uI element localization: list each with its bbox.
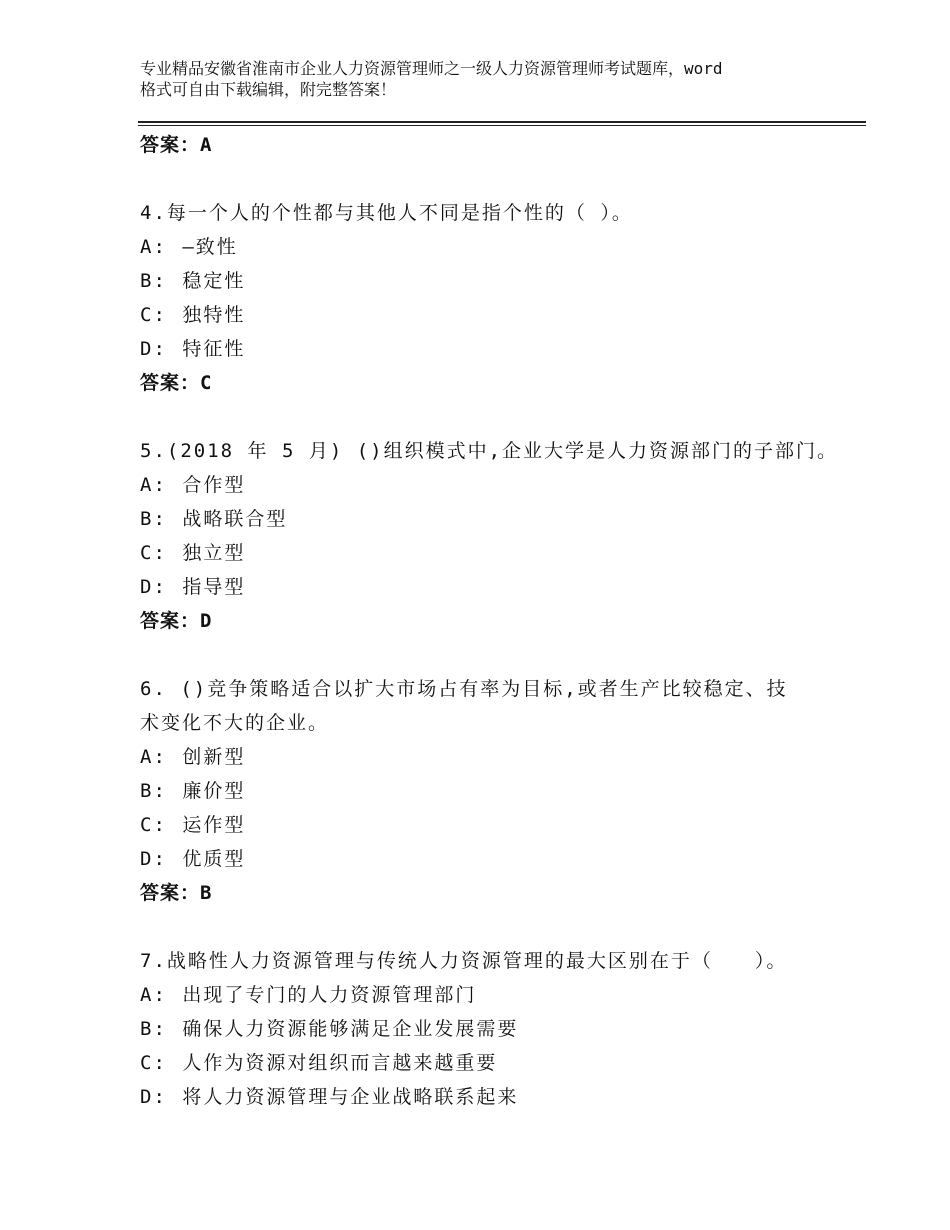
option-b [140, 502, 860, 536]
option-letter: B: [140, 508, 167, 530]
question-number: 4. [140, 202, 167, 224]
question-item [140, 196, 860, 400]
header-line-1: 专业精品安徽省淮南市企业人力资源管理师之一级人力资源管理师考试题库，word [140, 59, 723, 78]
question-number: 5. [140, 440, 167, 462]
option-letter: D: [140, 576, 167, 598]
option-d [140, 1080, 860, 1114]
option-b [140, 1012, 860, 1046]
question-text [140, 944, 860, 978]
option-text: 特征性 [182, 338, 246, 360]
header-rule-thin [138, 125, 866, 126]
option-text: 优质型 [182, 848, 246, 870]
question-text [140, 672, 860, 706]
option-text: 独立型 [182, 542, 246, 564]
option-letter: C: [140, 814, 167, 836]
option-letter: B: [140, 780, 167, 802]
option-text: 指导型 [182, 576, 246, 598]
option-d [140, 332, 860, 366]
question-list [140, 128, 860, 1114]
option-text: 稳定性 [182, 270, 246, 292]
option-letter: A: [140, 236, 167, 258]
header-rule-thick [138, 121, 866, 123]
answer-line: 答案：B [140, 882, 213, 904]
option-a [140, 740, 860, 774]
option-letter: B: [140, 270, 167, 292]
question-text [140, 434, 860, 468]
option-letter: A: [140, 984, 167, 1006]
question-item [140, 434, 860, 638]
question-stem: (2018 年 5 月) ()组织模式中,企业大学是人力资源部门的子部门。 [166, 440, 839, 462]
question-stem: 每一个人的个性都与其他人不同是指个性的（ ）。 [166, 202, 633, 224]
option-text: 运作型 [182, 814, 246, 836]
document-header [140, 58, 840, 100]
answer-line: 答案：C [140, 372, 213, 394]
header-line-2: 格式可自由下载编辑，附完整答案！ [140, 80, 397, 99]
option-text: 合作型 [182, 474, 246, 496]
option-letter: D: [140, 338, 167, 360]
option-text: 创新型 [182, 746, 246, 768]
option-a [140, 978, 860, 1012]
option-letter: D: [140, 848, 167, 870]
option-text: 出现了专门的人力资源管理部门 [182, 984, 477, 1006]
option-text: 独特性 [182, 304, 246, 326]
option-text: —致性 [182, 236, 238, 258]
option-a [140, 230, 860, 264]
option-c [140, 536, 860, 570]
option-d [140, 570, 860, 604]
question-item [140, 672, 860, 910]
option-text: 廉价型 [182, 780, 246, 802]
question-number: 7. [140, 950, 167, 972]
option-text: 战略联合型 [182, 508, 288, 530]
option-letter: B: [140, 1018, 167, 1040]
option-letter: A: [140, 474, 167, 496]
option-d [140, 842, 860, 876]
option-letter: C: [140, 1052, 167, 1074]
option-letter: C: [140, 304, 167, 326]
option-c [140, 298, 860, 332]
question-text-continued: 术变化不大的企业。 [140, 712, 330, 734]
question-stem: ()竞争策略适合以扩大市场占有率为目标,或者生产比较稳定、技 [166, 678, 788, 700]
option-a [140, 468, 860, 502]
option-letter: C: [140, 542, 167, 564]
answer-line: 答案：A [140, 134, 213, 156]
answer-line: 答案：D [140, 610, 213, 632]
option-letter: A: [140, 746, 167, 768]
option-text: 确保人力资源能够满足企业发展需要 [182, 1018, 519, 1040]
option-b [140, 264, 860, 298]
option-b [140, 774, 860, 808]
question-stem: 战略性人力资源管理与传统人力资源管理的最大区别在于（ ）。 [166, 950, 788, 972]
option-c [140, 808, 860, 842]
question-text [140, 196, 860, 230]
option-c [140, 1046, 860, 1080]
option-text: 人作为资源对组织而言越来越重要 [182, 1052, 498, 1074]
option-letter: D: [140, 1086, 167, 1108]
question-item [140, 944, 860, 1114]
option-text: 将人力资源管理与企业战略联系起来 [182, 1086, 519, 1108]
question-number: 6. [140, 678, 167, 700]
